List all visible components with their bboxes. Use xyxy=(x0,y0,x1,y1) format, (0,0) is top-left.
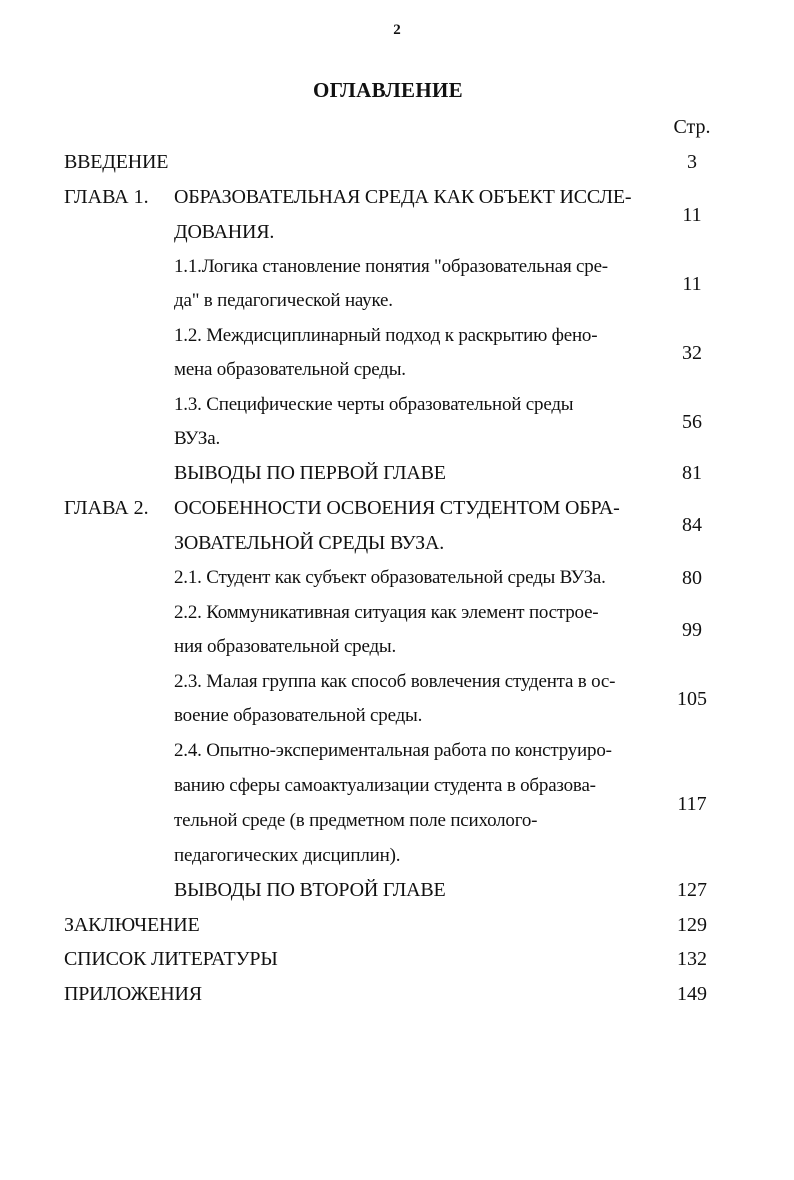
toc-entry-text: ОСОБЕННОСТИ ОСВОЕНИЯ СТУДЕНТОМ ОБРА- xyxy=(174,497,620,519)
toc-entry-text: 2.1. Студент как субъект образовательной среды ВУЗа. xyxy=(174,567,606,588)
toc-entry-page: 132 xyxy=(677,948,707,970)
toc-entry-page: 117 xyxy=(677,793,707,815)
toc-entry-page: 32 xyxy=(682,342,702,364)
page-title: ОГЛАВЛЕНИЕ xyxy=(313,78,463,102)
toc-entry-page: 3 xyxy=(687,151,697,173)
toc-chapter-number: ГЛАВА 2. xyxy=(64,497,149,519)
toc-entry-text: 1.1.Логика становление понятия "образовательная сре- xyxy=(174,256,608,277)
toc-chapter-number: ГЛАВА 1. xyxy=(64,186,149,208)
toc-entry-text: ВВЕДЕНИЕ xyxy=(64,151,169,173)
toc-entry-page: 127 xyxy=(677,879,707,901)
toc-entry-text: ВУЗа. xyxy=(174,428,221,449)
toc-entry-text: ЗАКЛЮЧЕНИЕ xyxy=(64,914,200,936)
toc-entry-text: 2.3. Малая группа как способ вовлечения студента в ос- xyxy=(174,671,616,692)
page-column-label: Стр. xyxy=(673,116,711,138)
toc-entry-text: воение образовательной среды. xyxy=(174,705,423,726)
toc-entry-page: 56 xyxy=(682,411,702,433)
toc-entry-page: 11 xyxy=(682,204,702,226)
toc-entry-text: тельной среде (в предметном поле психолого- xyxy=(174,810,538,831)
toc-entry-page: 81 xyxy=(682,462,702,484)
toc-entry-text: педагогических дисциплин). xyxy=(174,845,401,866)
toc-entry-text: да" в педагогической науке. xyxy=(174,290,393,311)
toc-entry-text: ДОВАНИЯ. xyxy=(174,221,275,243)
toc-entry-text: мена образовательной среды. xyxy=(174,359,406,380)
toc-entry-text: СПИСОК ЛИТЕРАТУРЫ xyxy=(64,948,278,970)
toc-entry-text: ванию сферы самоактуализации студента в образова- xyxy=(174,775,596,796)
toc-entry-text: 1.3. Специфические черты образовательной среды xyxy=(174,394,574,415)
toc-entry-text: 1.2. Междисциплинарный подход к раскрытию фено- xyxy=(174,325,598,346)
toc-entry-text: 2.4. Опытно-экспериментальная работа по конструиро- xyxy=(174,740,612,761)
toc-entry-text: ВЫВОДЫ ПО ПЕРВОЙ ГЛАВЕ xyxy=(174,462,446,484)
toc-entry-page: 129 xyxy=(677,914,707,936)
toc-entry-text: 2.2. Коммуникативная ситуация как элемент построе- xyxy=(174,602,599,623)
toc-entry-page: 149 xyxy=(677,983,707,1005)
toc-entry-text: ПРИЛОЖЕНИЯ xyxy=(64,983,202,1005)
toc-entry-text: ЗОВАТЕЛЬНОЙ СРЕДЫ ВУЗА. xyxy=(174,532,445,554)
page-number: 2 xyxy=(393,22,401,38)
toc-entry-text: ВЫВОДЫ ПО ВТОРОЙ ГЛАВЕ xyxy=(174,879,446,901)
toc-entry-page: 80 xyxy=(682,567,702,589)
toc-entry-page: 99 xyxy=(682,619,702,641)
toc-entry-page: 84 xyxy=(682,514,702,536)
toc-entry-text: ния образовательной среды. xyxy=(174,636,397,657)
toc-entry-page: 105 xyxy=(677,688,707,710)
toc-entry-page: 11 xyxy=(682,273,702,295)
toc-entry-text: ОБРАЗОВАТЕЛЬНАЯ СРЕДА КАК ОБЪЕКТ ИССЛЕ- xyxy=(174,186,632,208)
